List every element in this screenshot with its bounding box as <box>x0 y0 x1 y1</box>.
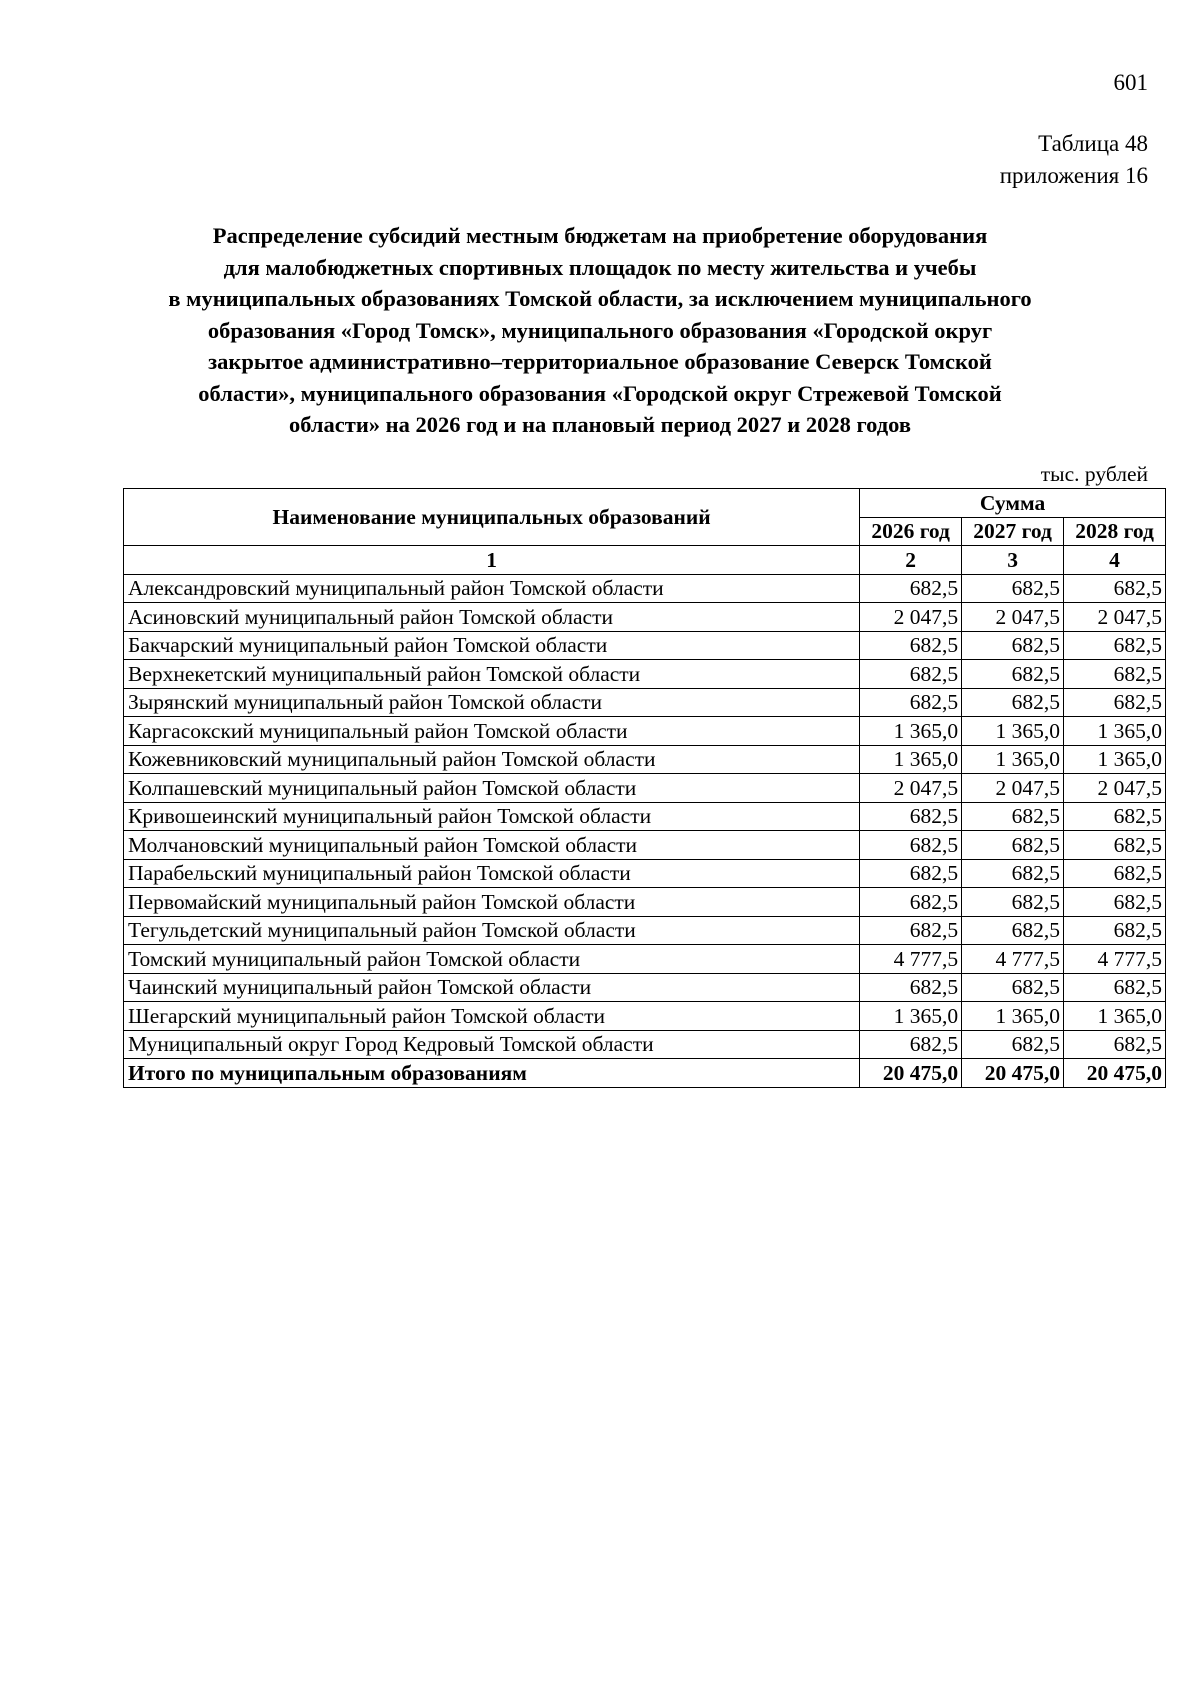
header-name: Наименование муниципальных образований <box>124 489 860 546</box>
municipality-name: Томский муниципальный район Томской области <box>124 945 860 974</box>
table-row <box>124 631 1166 660</box>
table-row <box>124 745 1166 774</box>
header-year: 2027 год <box>962 517 1064 546</box>
value-2026: 682,5 <box>860 574 962 603</box>
column-number: 2 <box>860 546 962 575</box>
value-2027: 682,5 <box>962 859 1064 888</box>
value-2028: 682,5 <box>1064 888 1166 917</box>
value-2027: 682,5 <box>962 631 1064 660</box>
table-reference <box>1000 128 1148 192</box>
value-2027: 682,5 <box>962 1030 1064 1059</box>
table-row <box>124 574 1166 603</box>
table-row <box>124 660 1166 689</box>
value-2027: 2 047,5 <box>962 603 1064 632</box>
header-row <box>124 489 1166 518</box>
value-2028: 682,5 <box>1064 660 1166 689</box>
value-2027: 1 365,0 <box>962 745 1064 774</box>
value-2028: 682,5 <box>1064 688 1166 717</box>
municipality-name: Парабельский муниципальный район Томской области <box>124 859 860 888</box>
value-2027: 1 365,0 <box>962 1002 1064 1031</box>
table-row <box>124 973 1166 1002</box>
municipality-name: Верхнекетский муниципальный район Томской области <box>124 660 860 689</box>
value-2026: 2 047,5 <box>860 603 962 632</box>
value-2026: 682,5 <box>860 631 962 660</box>
title-line: области», муниципального образования «Городской округ Стрежевой Томской <box>198 380 1002 406</box>
table-row <box>124 603 1166 632</box>
table-row <box>124 831 1166 860</box>
municipality-name: Александровский муниципальный район Томской области <box>124 574 860 603</box>
table-row <box>124 1030 1166 1059</box>
municipality-name: Бакчарский муниципальный район Томской области <box>124 631 860 660</box>
value-2028: 682,5 <box>1064 859 1166 888</box>
value-2026: 682,5 <box>860 888 962 917</box>
value-2026: 682,5 <box>860 973 962 1002</box>
value-2027: 682,5 <box>962 574 1064 603</box>
value-2028: 682,5 <box>1064 802 1166 831</box>
table-header <box>124 489 1166 546</box>
value-2028: 1 365,0 <box>1064 717 1166 746</box>
header-year: 2028 год <box>1064 517 1166 546</box>
municipality-name: Асиновский муниципальный район Томской области <box>124 603 860 632</box>
value-2027: 4 777,5 <box>962 945 1064 974</box>
municipality-name: Чаинский муниципальный район Томской области <box>124 973 860 1002</box>
title-line: образования «Город Томск», муниципального образования «Городской округ <box>207 317 993 343</box>
value-2028: 682,5 <box>1064 916 1166 945</box>
value-2028: 2 047,5 <box>1064 774 1166 803</box>
value-2028: 20 475,0 <box>1064 1059 1166 1088</box>
subsidy-table <box>123 488 1166 1088</box>
municipality-name: Молчановский муниципальный район Томской области <box>124 831 860 860</box>
header-sum: Сумма <box>860 489 1166 518</box>
municipality-name: Первомайский муниципальный район Томской области <box>124 888 860 917</box>
municipality-name: Колпашевский муниципальный район Томской области <box>124 774 860 803</box>
title-line: для малобюджетных спортивных площадок по месту жительства и учебы <box>223 254 977 280</box>
municipality-name: Каргасокский муниципальный район Томской области <box>124 717 860 746</box>
table-row <box>124 1002 1166 1031</box>
value-2027: 682,5 <box>962 916 1064 945</box>
value-2027: 682,5 <box>962 688 1064 717</box>
value-2026: 682,5 <box>860 859 962 888</box>
municipality-name: Шегарский муниципальный район Томской области <box>124 1002 860 1031</box>
header-year: 2026 год <box>860 517 962 546</box>
value-2028: 682,5 <box>1064 1030 1166 1059</box>
column-number: 1 <box>124 546 860 575</box>
value-2028: 682,5 <box>1064 631 1166 660</box>
value-2027: 682,5 <box>962 831 1064 860</box>
table-row <box>124 774 1166 803</box>
municipality-name: Кожевниковский муниципальный район Томской области <box>124 745 860 774</box>
municipality-name: Зырянский муниципальный район Томской области <box>124 688 860 717</box>
table-body <box>124 546 1166 1088</box>
value-2028: 1 365,0 <box>1064 1002 1166 1031</box>
value-2026: 1 365,0 <box>860 717 962 746</box>
value-2027: 682,5 <box>962 888 1064 917</box>
value-2026: 682,5 <box>860 1030 962 1059</box>
table-reference-line-1: Таблица 48 <box>1038 131 1148 156</box>
municipality-name: Тегульдетский муниципальный район Томской области <box>124 916 860 945</box>
value-2026: 2 047,5 <box>860 774 962 803</box>
title-line: закрытое административно–территориальное образование Северск Томской <box>208 349 992 374</box>
column-number: 3 <box>962 546 1064 575</box>
units-label: тыс. рублей <box>1040 462 1148 486</box>
value-2026: 682,5 <box>860 916 962 945</box>
value-2028: 1 365,0 <box>1064 745 1166 774</box>
table-row <box>124 717 1166 746</box>
municipality-name: Кривошеинский муниципальный район Томской области <box>124 802 860 831</box>
total-row <box>124 1059 1166 1088</box>
title-line: области» на 2026 год и на плановый период 2027 и 2028 годов <box>288 412 911 437</box>
value-2026: 682,5 <box>860 802 962 831</box>
title-line: в муниципальных образованиях Томской области, за исключением муниципального <box>168 286 1032 311</box>
value-2026: 1 365,0 <box>860 1002 962 1031</box>
value-2027: 682,5 <box>962 973 1064 1002</box>
value-2026: 682,5 <box>860 688 962 717</box>
value-2027: 2 047,5 <box>962 774 1064 803</box>
value-2028: 682,5 <box>1064 973 1166 1002</box>
page-number: 601 <box>1113 70 1148 95</box>
document-title <box>100 220 1100 441</box>
table-row <box>124 888 1166 917</box>
value-2026: 4 777,5 <box>860 945 962 974</box>
value-2028: 2 047,5 <box>1064 603 1166 632</box>
value-2028: 4 777,5 <box>1064 945 1166 974</box>
value-2026: 682,5 <box>860 660 962 689</box>
value-2027: 1 365,0 <box>962 717 1064 746</box>
municipality-name: Муниципальный округ Город Кедровый Томской области <box>124 1030 860 1059</box>
value-2026: 1 365,0 <box>860 745 962 774</box>
table-row <box>124 916 1166 945</box>
value-2027: 20 475,0 <box>962 1059 1064 1088</box>
table-row <box>124 802 1166 831</box>
table-row <box>124 688 1166 717</box>
table-reference-line-2: приложения 16 <box>999 163 1148 188</box>
table-row <box>124 859 1166 888</box>
value-2026: 682,5 <box>860 831 962 860</box>
value-2027: 682,5 <box>962 802 1064 831</box>
value-2027: 682,5 <box>962 660 1064 689</box>
value-2028: 682,5 <box>1064 831 1166 860</box>
value-2028: 682,5 <box>1064 574 1166 603</box>
column-number: 4 <box>1064 546 1166 575</box>
column-number-row <box>124 546 1166 575</box>
value-2026: 20 475,0 <box>860 1059 962 1088</box>
municipality-name: Итого по муниципальным образованиям <box>124 1059 860 1088</box>
title-line: Распределение субсидий местным бюджетам на приобретение оборудования <box>212 223 988 248</box>
table-row <box>124 945 1166 974</box>
